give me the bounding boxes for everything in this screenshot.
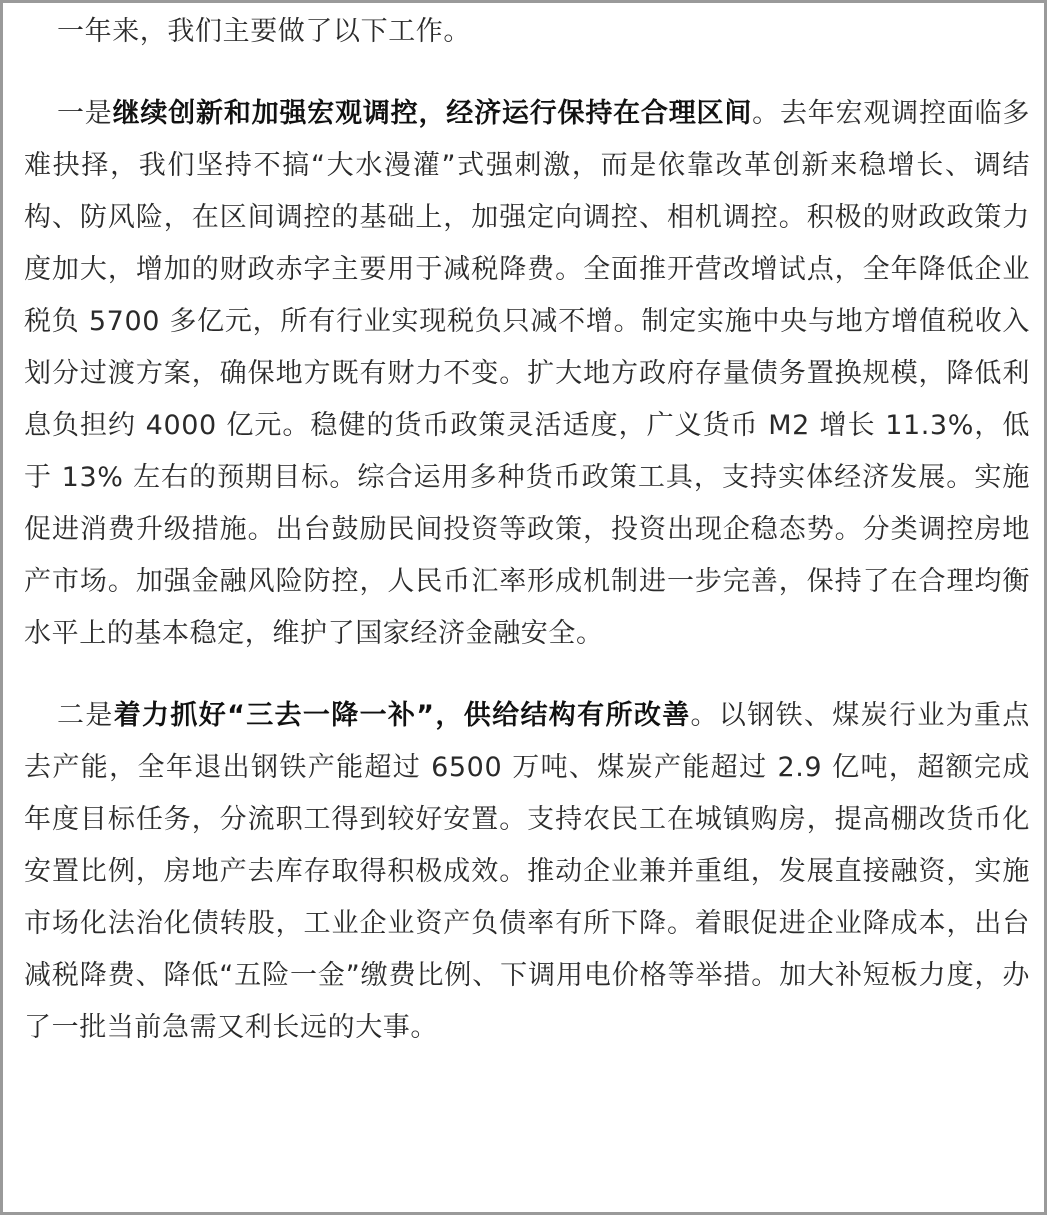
paragraph-lead-heading: 继续创新和加强宏观调控，经济运行保持在合理区间	[112, 98, 753, 129]
intro-paragraph	[24, 6, 1030, 58]
paragraph-body-text: 。以钢铁、煤炭行业为重点去产能，全年退出钢铁产能超过 6500 万吨、煤炭产能超过 2.9 亿吨，超额完成年度目标任务，分流职工得到较好安置。支持农民工在城镇购房，提高棚改货币化安置比例，房地产去库存取得积极成效。推动企业兼并重组，发展直接融资，实施市场化法治化债转股，工业企业资产负债率有所下降。着眼促进企业降成本，出台减税降费、降低“五险一金”缴费比例、下调用电价格等举措。加大补短板力度，办了一批当前急需又利长远的大事。	[24, 700, 1030, 1043]
paragraph-body-text: 。去年宏观调控面临多难抉择，我们坚持不搞“大水漫灌”式强刺激，而是依靠改革创新来稳增长、调结构、防风险，在区间调控的基础上，加强定向调控、相机调控。积极的财政政策力度加大，增加的财政赤字主要用于减税降费。全面推开营改增试点，全年降低企业税负 5700 多亿元，所有行业实现税负只减不增。制定实施中央与地方增值税收入划分过渡方案，确保地方既有财力不变。扩大地方政府存量债务置换规模，降低利息负担约 4000 亿元。稳健的货币政策灵活适度，广义货币 M2 增长 11.3%，低于 13% 左右的预期目标。综合运用多种货币政策工具，支持实体经济发展。实施促进消费升级措施。出台鼓励民间投资等政策，投资出现企稳态势。分类调控房地产市场。加强金融风险防控，人民币汇率形成机制进一步完善，保持了在合理均衡水平上的基本稳定，维护了国家经济金融安全。	[24, 98, 1031, 649]
paragraph-prefix: 一是	[57, 98, 113, 129]
paragraph-macro-control	[24, 88, 1030, 660]
document-body	[24, 6, 1030, 1054]
paragraph-supply-structure	[24, 690, 1030, 1054]
paragraph-lead-heading: 着力抓好“三去一降一补”，供给结构有所改善	[113, 700, 691, 731]
paragraph-prefix: 二是	[57, 700, 114, 731]
intro-text: 一年来，我们主要做了以下工作。	[57, 16, 471, 47]
